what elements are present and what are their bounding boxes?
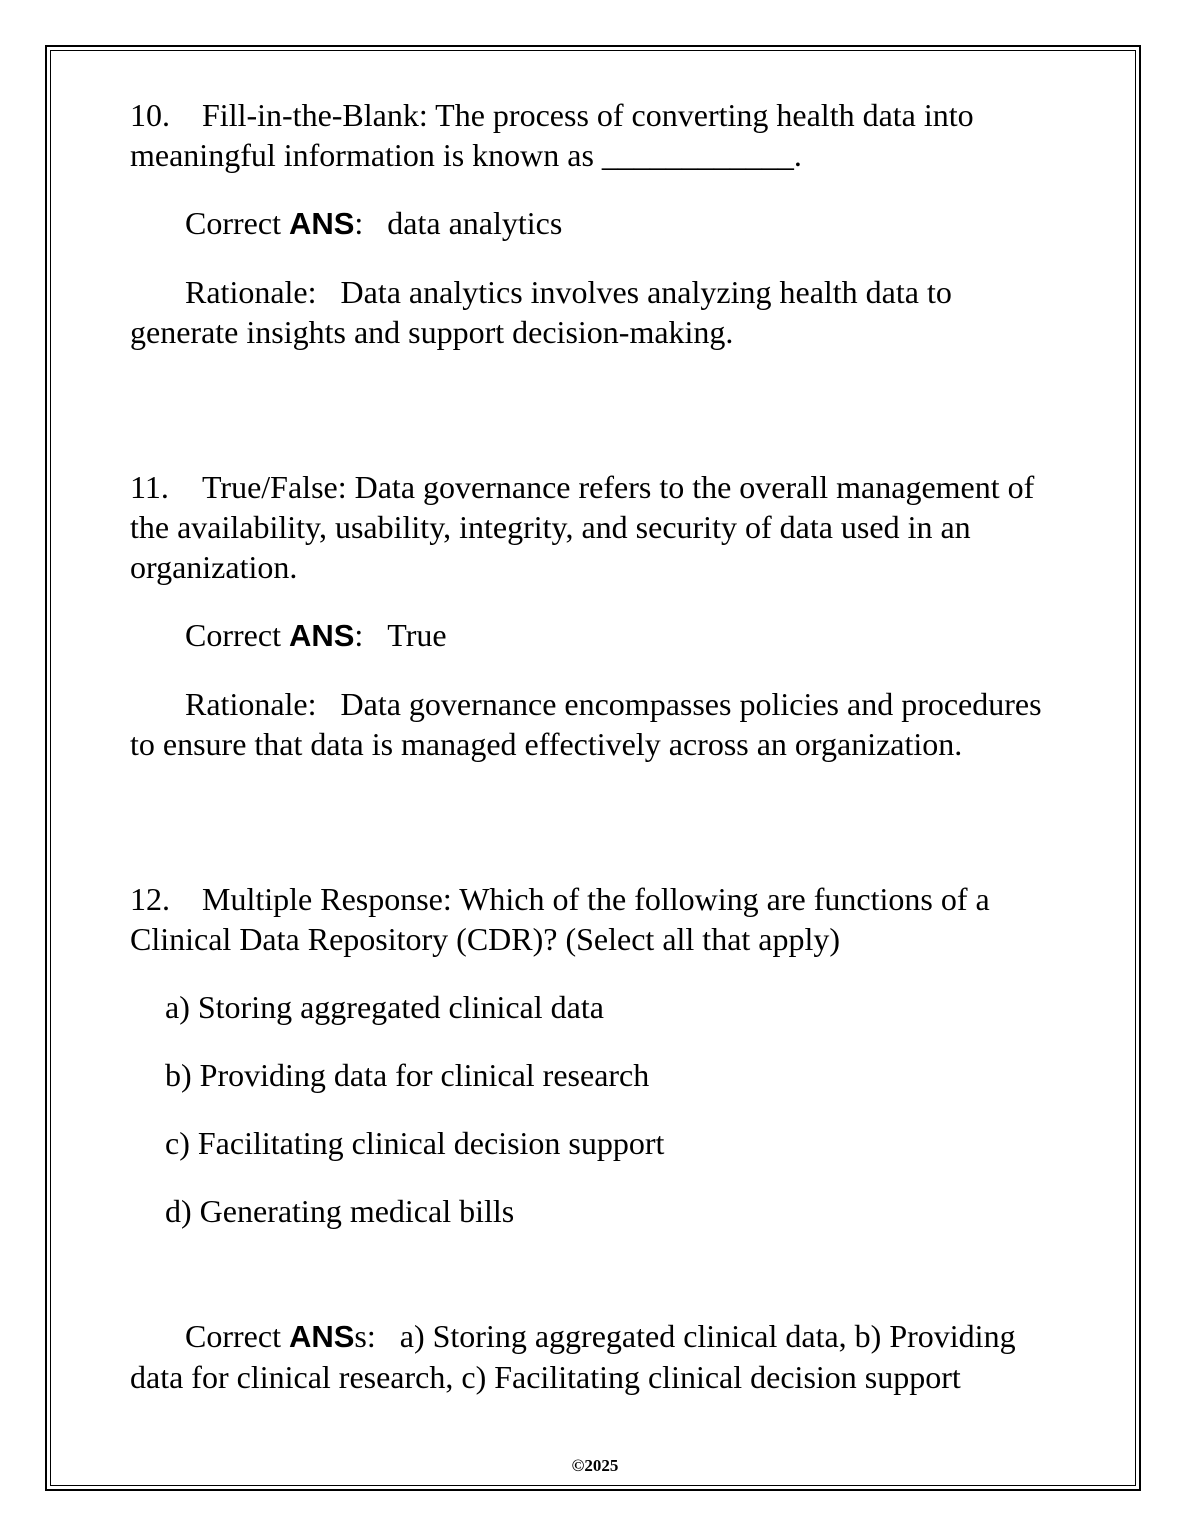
rationale-text: Data governance encompasses policies and procedures to ensure that data is managed effectively across an organization. [130, 686, 1042, 762]
question-12 [130, 879, 1060, 1397]
correct-answer [130, 203, 1060, 244]
copyright-footer: ©2025 [571, 1456, 619, 1475]
question-11 [130, 467, 1060, 764]
option-d: d) Generating medical bills [165, 1193, 515, 1229]
answer-prefix: Correct [185, 617, 289, 653]
option-c: c) Facilitating clinical decision support [165, 1125, 665, 1161]
answer-suffix: : [354, 205, 364, 241]
question-10 [130, 95, 1060, 352]
answer-value: data analytics [387, 205, 563, 241]
answer-value: a) Storing aggregated clinical data, b) Providing data for clinical research, c) Facilitating clinical decision support [130, 1318, 1016, 1395]
question-number: 11. [130, 469, 169, 505]
answer-prefix: Correct [185, 1318, 289, 1354]
question-body: True/False: Data governance refers to the overall management of the availability, usability, integrity, and security of data used in an organization. [130, 469, 1035, 585]
correct-answer [130, 615, 1060, 656]
document-body [130, 95, 1060, 1397]
option-b: b) Providing data for clinical research [165, 1057, 650, 1093]
correct-answer [130, 1316, 1060, 1397]
rationale-label: Rationale: [185, 686, 317, 722]
answer-tag: ANS [288, 206, 355, 241]
rationale-label: Rationale: [185, 274, 317, 310]
question-text [130, 467, 1060, 587]
answer-tag: ANS [288, 618, 355, 653]
question-text [130, 879, 1060, 959]
option-a: a) Storing aggregated clinical data [165, 989, 604, 1025]
answer-value: True [387, 617, 447, 653]
question-number: 10. [130, 97, 170, 133]
answer-tag: ANS [288, 1319, 355, 1354]
rationale-text: Data analytics involves analyzing health data to generate insights and support decision-making. [130, 274, 952, 350]
answer-suffix: s: [354, 1318, 376, 1354]
question-text [130, 95, 1060, 175]
rationale [130, 684, 1060, 764]
answer-suffix: : [354, 617, 364, 653]
answer-prefix: Correct [185, 205, 289, 241]
question-number: 12. [130, 881, 170, 917]
rationale [130, 272, 1060, 352]
question-body: Multiple Response: Which of the following are functions of a Clinical Data Repository (CDR)? (Select all that apply) [130, 881, 990, 957]
question-body: Fill-in-the-Blank: The process of converting health data into meaningful information is known as ____________. [130, 97, 974, 173]
